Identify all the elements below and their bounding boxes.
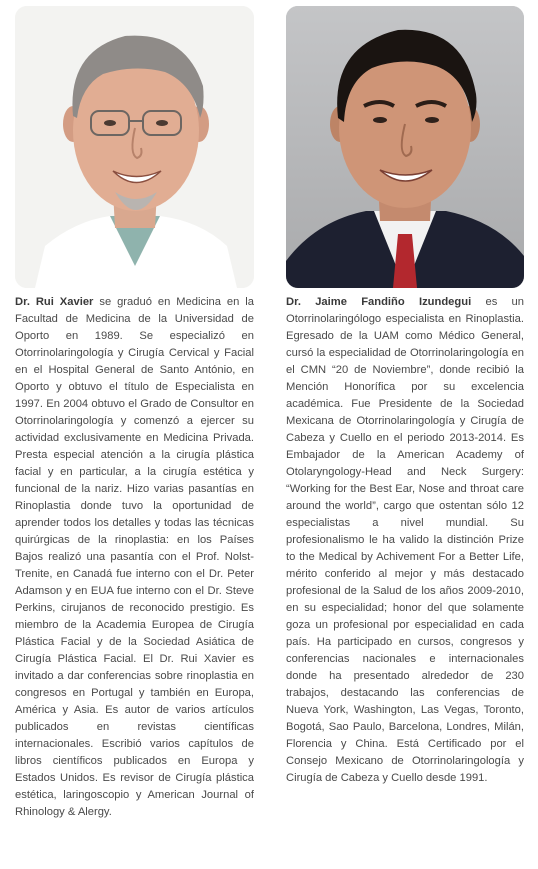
- doctor-bio-left: [15, 294, 254, 821]
- doctor-photo-jaime-fandino: [286, 6, 524, 288]
- doctor-bio-right: [286, 294, 524, 787]
- doctor-photo-rui-xavier: [15, 6, 254, 288]
- doctor-name-left: Dr. Rui Xavier: [15, 296, 94, 308]
- doctor-bio-text-left: se graduó en Medicina en la Facultad de Medicina de la Universidad de Oporto en 1989. Se especializó en Otorrinolaringología y Cirugía Cervical y Facial en el Hospital General de Santo António, en Oporto y obtuvo el título de Especialista en 1997. En 2004 obtuvo el Grado de Consultor en Otorrinolaringología y comenzó a ejercer su actividad exclusivamente en Medicina Privada. Presta especial atención a la cirugía plástica facial y en particular, a la cirugía estética y funcional de la nariz. Hizo varias pasantías en Rinoplastia donde tuvo la oportunidad de aprender todos los detalles y todas las técnicas quirúrgicas de la rinoplastia: en los Países Bajos realizó una pasantía con el Prof. Nolst-Trenite, en Canadá fue interno con el Dr. Peter Adamson y en EUA fue interno con el Dr. Steve Perkins, cirujanos de reconocido prestigio. Es miembro de la Academia Europea de Cirugía Plástica Facial y de la Sociedad Asiática de Cirugía Plástica Facial. El Dr. Rui Xavier es invitado a dar conferencias sobre rinoplastia en congresos en Portugal y también en Europa, América y Asia. Es autor de varios artículos publicados en revistas científicas internacionales. Escribió varios capítulos de libros científicos publicados en Europa y Estados Unidos. Es revisor de Cirugía plástica estética, laringoscopio y American Journal of Rhinology & Alergy.: [15, 296, 255, 818]
- doctor-bio-text-right: es un Otorrinolaringólogo especialista en Rinoplastia. Egresado de la UAM como Médico General, cursó la especialidad de Otorrinolaringología en el CMN “20 de Noviembre”, donde recibió la Mención Honorífica por su excelencia académica. Fue Presidente de la Sociedad Mexicana de Otorrinolaringología y Cirugía de Cabeza y Cuello en el periodo 2013-2014. Es Embajador de la American Academy of Otolaryngology-Head and Neck Surgery: “Working for the Best Ear, Nose and throat care around the world”, cargo que ostentan sólo 12 especialistas a nivel mundial. Su profesionalismo le ha valido la distinción Prize to the Medical by Achivement For a Better Life, mérito conferido al mejor y más destacado profesional de la Salud de los años 2009-2010, en su especialidad; honor del que solamente goza un profesional por especialidad en cada país. Ha participado en cursos, congresos y conferencias nacionales e internacionales donde ha presentado alrededor de 230 trabajos, destacando las conferencias de Nueva York, Washington, Las Vegas, Toronto, Bogotá, Sao Paulo, Barcelona, Londres, Milán, Florencia y China. Está Certificado por el Consejo Mexicano de Otorrinolaringología y Cirugía de Cabeza y Cuello desde 1991.: [286, 296, 525, 784]
- doctor-name-right: Dr. Jaime Fandiño Izundegui: [286, 296, 472, 308]
